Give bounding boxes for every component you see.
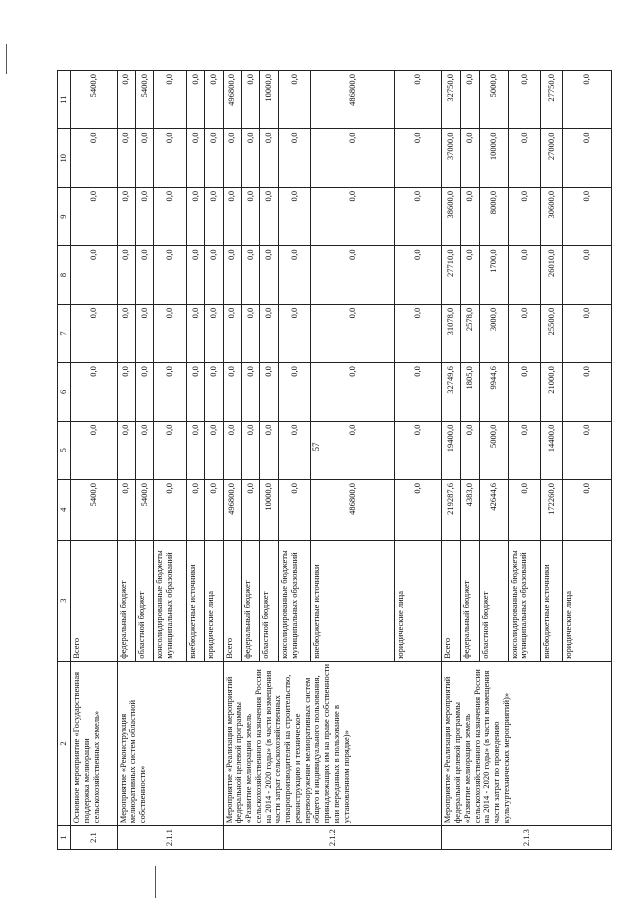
value-cell: 0,0 [223,363,241,421]
value-cell: 0,0 [241,363,259,421]
value-cell: 42644,6 [479,480,508,541]
value-cell: 5400,0 [71,71,118,129]
value-cell: 0,0 [117,71,135,129]
funding-source: федеральный бюджет [461,540,480,661]
value-cell: 0,0 [186,421,204,479]
value-cell: 10000,0 [260,71,278,129]
funding-source: Всего [223,540,241,661]
funding-source: областной бюджет [260,540,278,661]
value-cell: 31078,0 [442,304,461,362]
row-code: 2.1.1 [117,826,223,850]
value-cell: 0,0 [71,246,118,304]
value-cell: 0,0 [394,304,442,362]
value-cell: 0,0 [205,187,223,245]
value-cell: 8000,0 [479,187,508,245]
value-cell: 0,0 [186,480,204,541]
value-cell: 32750,0 [442,71,461,129]
column-number-row [58,71,71,850]
row-code: 2.1.2 [223,826,442,850]
value-cell: 0,0 [278,363,310,421]
value-cell: 0,0 [508,480,540,541]
value-cell: 0,0 [71,304,118,362]
value-cell: 0,0 [461,129,480,187]
value-cell: 0,0 [135,129,153,187]
value-cell: 0,0 [223,187,241,245]
value-cell: 0,0 [461,421,480,479]
value-cell: 0,0 [508,304,540,362]
value-cell: 0,0 [71,421,118,479]
value-cell: 5400,0 [135,71,153,129]
value-cell: 0,0 [394,363,442,421]
value-cell: 0,0 [394,480,442,541]
value-cell: 0,0 [205,304,223,362]
table-body [71,71,612,850]
value-cell: 0,0 [154,304,186,362]
table-row [117,71,135,850]
value-cell: 5400,0 [135,480,153,541]
value-cell: 0,0 [117,129,135,187]
column-number-10: 10 [58,129,71,187]
value-cell: 0,0 [135,363,153,421]
value-cell: 0,0 [223,304,241,362]
value-cell: 0,0 [117,246,135,304]
value-cell: 0,0 [117,187,135,245]
value-cell: 0,0 [186,363,204,421]
value-cell: 0,0 [278,71,310,129]
funding-source: областной бюджет [479,540,508,661]
value-cell: 2578,0 [461,304,480,362]
value-cell: 0,0 [135,421,153,479]
table-row [442,71,461,850]
value-cell: 0,0 [260,246,278,304]
value-cell: 0,0 [508,363,540,421]
value-cell: 0,0 [154,71,186,129]
column-number-4: 4 [58,480,71,541]
value-cell: 0,0 [223,129,241,187]
value-cell: 10000,0 [260,480,278,541]
value-cell: 0,0 [562,187,611,245]
page-number: 57 [311,442,321,452]
funding-source: внебюджетные источники [311,540,395,661]
row-name: Мероприятие «Реконструкция мелиоративных систем областной собственности» [117,661,223,825]
value-cell: 26010,0 [541,246,563,304]
funding-source: областной бюджет [135,540,153,661]
column-number-2: 2 [58,661,71,825]
funding-source: внебюджетные источники [541,540,563,661]
binding-mark-top [6,44,7,74]
value-cell: 0,0 [461,187,480,245]
value-cell: 0,0 [241,421,259,479]
value-cell: 0,0 [205,363,223,421]
value-cell: 0,0 [278,304,310,362]
value-cell: 0,0 [311,304,395,362]
value-cell: 0,0 [205,480,223,541]
value-cell: 14400,0 [541,421,563,479]
column-number-6: 6 [58,363,71,421]
column-number-8: 8 [58,246,71,304]
value-cell: 27710,0 [442,246,461,304]
funding-source: юридические лица [394,540,442,661]
value-cell: 0,0 [260,187,278,245]
value-cell: 496800,0 [223,480,241,541]
funding-source: федеральный бюджет [117,540,135,661]
binding-mark-bottom [155,866,156,898]
value-cell: 3000,0 [479,304,508,362]
value-cell: 0,0 [562,480,611,541]
value-cell: 10000,0 [479,129,508,187]
value-cell: 0,0 [71,363,118,421]
value-cell: 0,0 [241,187,259,245]
row-name: Мероприятие «Реализация мероприятий федеральной целевой программы «Развитие мелиорации земель сельскохозяйственного назначения России на 2014 - 2020 годы» (в части возмещения части затрат по проведению культуртехнических мероприятий)» [442,661,612,825]
value-cell: 0,0 [278,187,310,245]
value-cell: 0,0 [154,363,186,421]
value-cell: 0,0 [508,129,540,187]
column-number-5: 5 [58,421,71,479]
value-cell: 0,0 [562,304,611,362]
value-cell: 0,0 [461,71,480,129]
value-cell: 5400,0 [71,480,118,541]
value-cell: 0,0 [205,421,223,479]
value-cell: 0,0 [278,129,310,187]
value-cell: 0,0 [562,363,611,421]
value-cell: 25500,0 [541,304,563,362]
value-cell: 0,0 [205,246,223,304]
row-code: 2.1 [71,826,118,850]
funding-source: внебюджетные источники [186,540,204,661]
value-cell: 0,0 [394,71,442,129]
value-cell: 0,0 [186,71,204,129]
financing-table [57,70,612,850]
value-cell: 0,0 [154,129,186,187]
value-cell: 0,0 [223,246,241,304]
value-cell: 219287,6 [442,480,461,541]
value-cell: 0,0 [394,421,442,479]
funding-source: юридические лица [205,540,223,661]
value-cell: 0,0 [71,129,118,187]
value-cell: 0,0 [562,129,611,187]
value-cell: 0,0 [117,363,135,421]
column-number-3: 3 [58,540,71,661]
value-cell: 0,0 [241,304,259,362]
value-cell: 0,0 [154,246,186,304]
value-cell: 0,0 [186,129,204,187]
funding-source: юридические лица [562,540,611,661]
value-cell: 0,0 [311,421,395,479]
value-cell: 0,0 [278,421,310,479]
value-cell: 0,0 [562,421,611,479]
value-cell: 0,0 [135,187,153,245]
value-cell: 0,0 [186,187,204,245]
value-cell: 9944,6 [479,363,508,421]
value-cell: 0,0 [205,71,223,129]
value-cell: 0,0 [135,304,153,362]
value-cell: 0,0 [186,304,204,362]
value-cell: 0,0 [205,129,223,187]
funding-source: федеральный бюджет [241,540,259,661]
value-cell: 5000,0 [479,71,508,129]
column-number-11: 11 [58,71,71,129]
value-cell: 0,0 [154,480,186,541]
value-cell: 172260,0 [541,480,563,541]
funding-source: Всего [71,540,118,661]
table-row [223,71,241,850]
funding-source: консолидированные бюджеты муниципальных образований [154,540,186,661]
value-cell: 0,0 [394,246,442,304]
value-cell: 486800,0 [311,71,395,129]
value-cell: 0,0 [278,480,310,541]
value-cell: 30600,0 [541,187,563,245]
value-cell: 0,0 [241,480,259,541]
value-cell: 5000,0 [479,421,508,479]
funding-source: Всего [442,540,461,661]
value-cell: 38600,0 [442,187,461,245]
value-cell: 0,0 [154,421,186,479]
value-cell: 0,0 [260,421,278,479]
value-cell: 0,0 [154,187,186,245]
column-number-7: 7 [58,304,71,362]
value-cell: 0,0 [311,246,395,304]
row-name: Мероприятие «Реализация мероприятий федеральной целевой программы «Развитие мелиорации земель сельскохозяйственного назначения России на 2014 - 2020 годы» (в части возмещения части затрат сельскохозяйственных товаропроизводителей на строительство, реконструкцию и техническое перевооружение мелиоративных систем общего и индивидуального пользования, принадлежащих им на праве собственности или переданных в пользование в установленном порядке)» [223,661,442,825]
funding-source: консолидированные бюджеты муниципальных образований [508,540,540,661]
value-cell: 0,0 [278,246,310,304]
value-cell: 486800,0 [311,480,395,541]
value-cell: 0,0 [562,246,611,304]
value-cell: 0,0 [311,129,395,187]
value-cell: 37000,0 [442,129,461,187]
value-cell: 0,0 [241,246,259,304]
value-cell: 0,0 [311,363,395,421]
value-cell: 0,0 [241,129,259,187]
value-cell: 496800,0 [223,71,241,129]
value-cell: 0,0 [508,421,540,479]
value-cell: 4383,0 [461,480,480,541]
value-cell: 1700,0 [479,246,508,304]
value-cell: 0,0 [117,421,135,479]
value-cell: 0,0 [562,71,611,129]
funding-source: консолидированные бюджеты муниципальных образований [278,540,310,661]
row-name: Основное мероприятие «Государственная поддержка мелиорации сельскохозяйственных земель» [71,661,118,825]
value-cell: 19400,0 [442,421,461,479]
row-code: 2.1.3 [442,826,612,850]
column-number-1: 1 [58,826,71,850]
value-cell: 0,0 [117,304,135,362]
value-cell: 0,0 [241,71,259,129]
value-cell: 0,0 [260,304,278,362]
value-cell: 21000,0 [541,363,563,421]
value-cell: 0,0 [186,246,204,304]
value-cell: 0,0 [260,129,278,187]
value-cell: 0,0 [260,363,278,421]
value-cell: 27000,0 [541,129,563,187]
value-cell: 0,0 [461,246,480,304]
value-cell: 0,0 [223,421,241,479]
value-cell: 32749,6 [442,363,461,421]
value-cell: 0,0 [394,187,442,245]
value-cell: 1805,0 [461,363,480,421]
table-row [71,71,118,850]
rotated-table-container [57,70,612,850]
value-cell: 0,0 [508,246,540,304]
value-cell: 0,0 [71,187,118,245]
value-cell: 0,0 [135,246,153,304]
value-cell: 0,0 [508,187,540,245]
column-number-9: 9 [58,187,71,245]
value-cell: 0,0 [117,480,135,541]
value-cell: 0,0 [394,129,442,187]
value-cell: 27750,0 [541,71,563,129]
value-cell: 0,0 [311,187,395,245]
value-cell: 0,0 [508,71,540,129]
